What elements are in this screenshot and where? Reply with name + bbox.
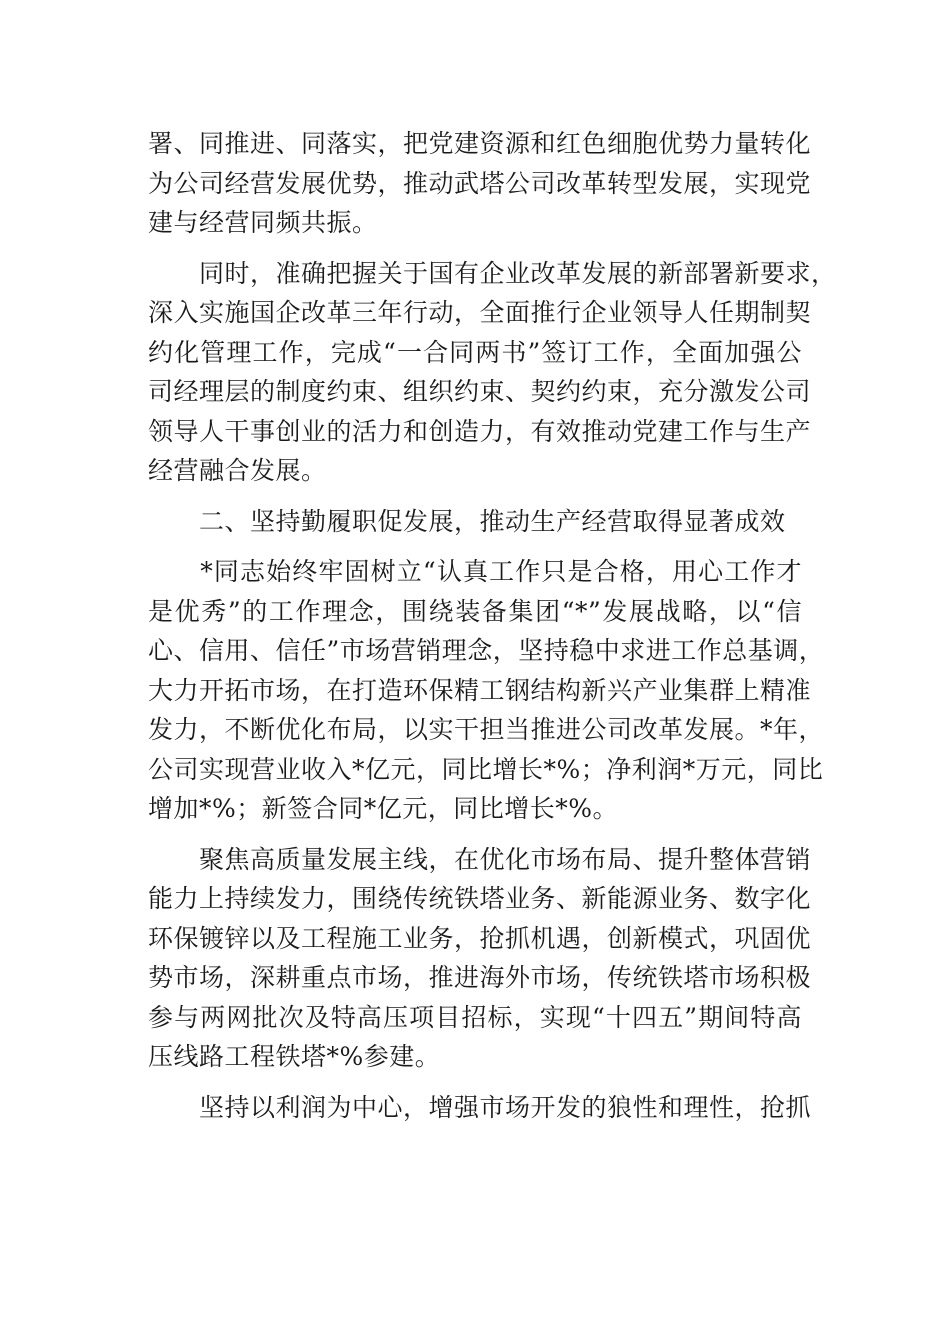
- text-line: 参与两网批次及特高压项目招标，实现“十四五”期间特高: [148, 1002, 802, 1032]
- text-line: 大力开拓市场，在打造环保精工钢结构新兴产业集群上精准: [148, 675, 812, 705]
- text-line: 环保镀锌以及工程施工业务，抢抓机遇，创新模式，巩固优: [148, 923, 812, 953]
- text-line: 压线路工程铁塔*%参建。: [148, 1042, 441, 1071]
- document-body: [148, 124, 837, 1127]
- text-line: 经营融合发展。: [148, 456, 327, 485]
- paragraph-market-layout: [148, 840, 812, 1077]
- paragraph-party-building-conversion: [148, 124, 812, 243]
- text-line: 同时，准确把握关于国有企业改革发展的新部署新要求，: [148, 258, 837, 288]
- text-line: 坚持以利润为中心，增强市场开发的狼性和理性，抢抓: [148, 1092, 812, 1122]
- section-heading: [148, 502, 802, 542]
- text-line: 为公司经营发展优势，推动武塔公司改革转型发展，实现党: [148, 168, 812, 198]
- paragraph-business-performance: [148, 552, 825, 829]
- text-line: 司经理层的制度约束、组织约束、契约约束，充分激发公司: [148, 377, 812, 406]
- text-line: 增加*%；新签合同*亿元，同比增长*%。: [148, 794, 619, 823]
- text-line: 约化管理工作，完成“一合同两书”签订工作，全面加强公: [148, 337, 802, 367]
- text-line: *同志始终牢固树立“认真工作只是合格，用心工作才: [148, 557, 802, 586]
- paragraph-profit-center: [148, 1088, 812, 1128]
- text-line: 势市场，深耕重点市场，推进海外市场，传统铁塔市场积极: [148, 963, 812, 992]
- text-line: 署、同推进、同落实，把党建资源和红色细胞优势力量转化: [148, 129, 812, 158]
- section-heading-text: 二、坚持勤履职促发展，推动生产经营取得显著成效: [148, 506, 786, 536]
- text-line: 心、信用、信任”市场营销理念，坚持稳中求进工作总基调，: [148, 636, 825, 665]
- text-line: 能力上持续发力，围绕传统铁塔业务、新能源业务、数字化: [148, 884, 812, 913]
- text-line: 发力，不断优化布局，以实干担当推进公司改革发展。*年，: [148, 715, 825, 744]
- text-line: 是优秀”的工作理念，围绕装备集团“*”发展战略，以“信: [148, 596, 802, 626]
- text-line: 建与经营同频共振。: [148, 208, 378, 237]
- text-line: 领导人干事创业的活力和创造力，有效推动党建工作与生产: [148, 416, 812, 446]
- text-line: 聚焦高质量发展主线，在优化市场布局、提升整体营销: [148, 844, 812, 874]
- text-line: 公司实现营业收入*亿元，同比增长*%；净利润*万元，同比: [148, 754, 824, 784]
- text-line: 深入实施国企改革三年行动，全面推行企业领导人任期制契: [148, 298, 812, 327]
- paragraph-soe-reform: [148, 254, 837, 491]
